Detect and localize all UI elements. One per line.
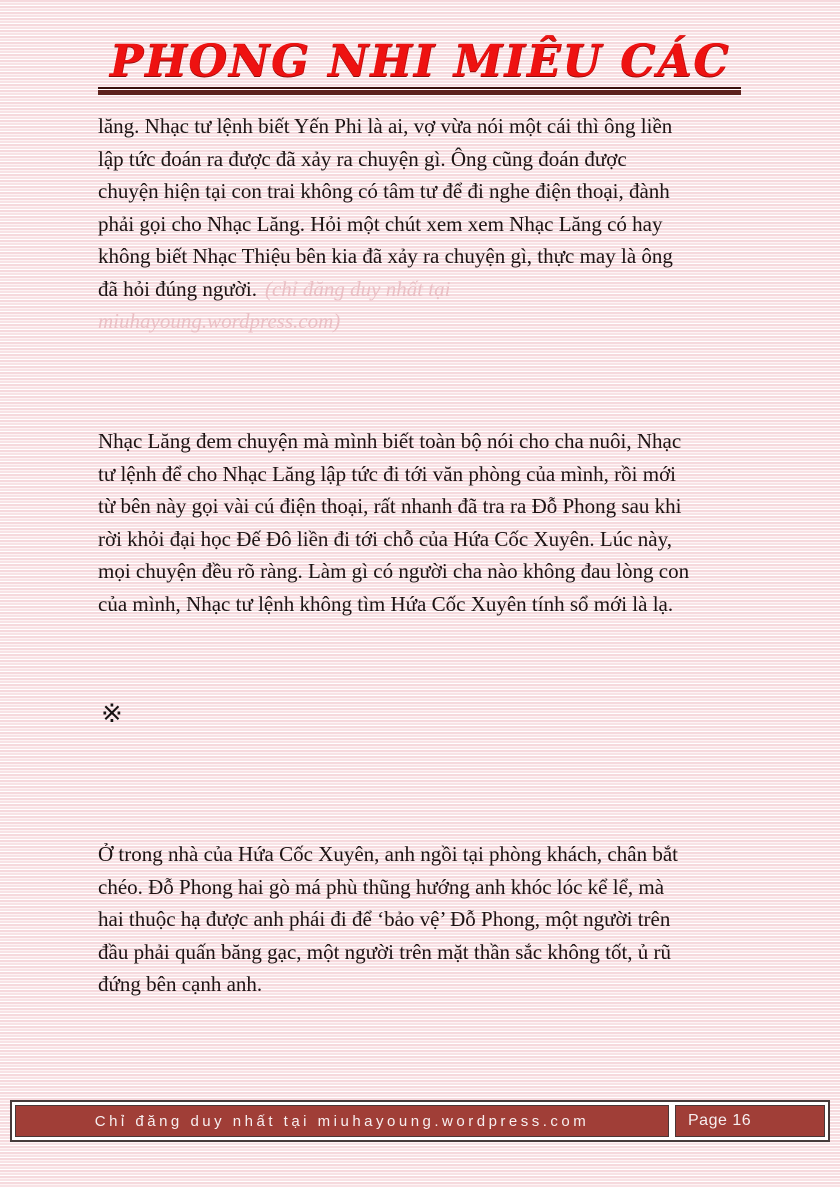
paragraph-2-line: Nhạc Lăng đem chuyện mà mình biết toàn bộ nói cho cha nuôi, Nhạc xyxy=(98,429,682,453)
paragraph-3-line: chéo. Đỗ Phong hai gò má phù thũng hướng anh khóc lóc kể lể, mà xyxy=(98,874,665,899)
paragraph-1-line: lăng. Nhạc tư lệnh biết Yến Phi là ai, vợ vừa nói một cái thì ông liền xyxy=(98,114,673,138)
paragraph-2-line: mọi chuyện đều rõ ràng. Làm gì có người cha nào không đau lòng con xyxy=(98,559,690,583)
paragraph-1-line: không biết Nhạc Thiệu bên kia đã xảy ra chuyện gì, thực may là ông xyxy=(98,244,673,268)
footer-page-number: Page 16 xyxy=(675,1105,825,1137)
paragraph-3-line: đầu phải quấn băng gạc, một người trên mặt thần sắc không tốt, ủ rũ xyxy=(98,939,672,964)
paragraph-3-line: Ở trong nhà của Hứa Cốc Xuyên, anh ngồi tại phòng khách, chân bắt xyxy=(98,842,678,866)
section-separator: ※ xyxy=(101,699,123,728)
watermark-inline: (chỉ đăng duy nhất tại xyxy=(264,276,451,301)
page-title: PHONG NHI MIÊU CÁC xyxy=(109,36,731,87)
paragraph-1-line-text: đã hỏi đúng người. xyxy=(98,276,257,301)
paragraph-3-line: đứng bên cạnh anh. xyxy=(98,972,263,996)
header-rule xyxy=(98,87,741,95)
paragraph-1-line: phải gọi cho Nhạc Lăng. Hỏi một chút xem xem Nhạc Lăng có hay xyxy=(98,211,663,236)
paragraph-2-line: của mình, Nhạc tư lệnh không tìm Hứa Cốc Xuyên tính sổ mới là lạ. xyxy=(98,591,674,616)
paragraph-1-line xyxy=(98,273,758,306)
paragraph-2-line: từ bên này gọi vài cú điện thoại, rất nhanh đã tra ra Đỗ Phong sau khi xyxy=(98,494,682,518)
paragraph-1-line: lập tức đoán ra được đã xảy ra chuyện gì. Ông cũng đoán được xyxy=(98,146,627,171)
paragraph-2-line: rời khỏi đại học Đế Đô liền đi tới chỗ của Hứa Cốc Xuyên. Lúc này, xyxy=(98,526,672,551)
paragraph-1-line: chuyện hiện tại con trai không có tâm tư để đi nghe điện thoại, đành xyxy=(98,179,670,203)
paragraph-3-line: hai thuộc hạ được anh phái đi để ‘bảo vệ’ Đỗ Phong, một người trên xyxy=(98,907,671,931)
watermark-line: miuhayoung.wordpress.com) xyxy=(98,309,341,333)
footer-site-text: Chỉ đăng duy nhất tại miuhayoung.wordpress.com xyxy=(15,1105,669,1137)
paragraph-2-line: tư lệnh để cho Nhạc Lăng lập tức đi tới văn phòng của mình, rồi mới xyxy=(98,461,677,486)
header-rule-thick xyxy=(98,90,741,95)
footer-bar xyxy=(10,1100,830,1142)
